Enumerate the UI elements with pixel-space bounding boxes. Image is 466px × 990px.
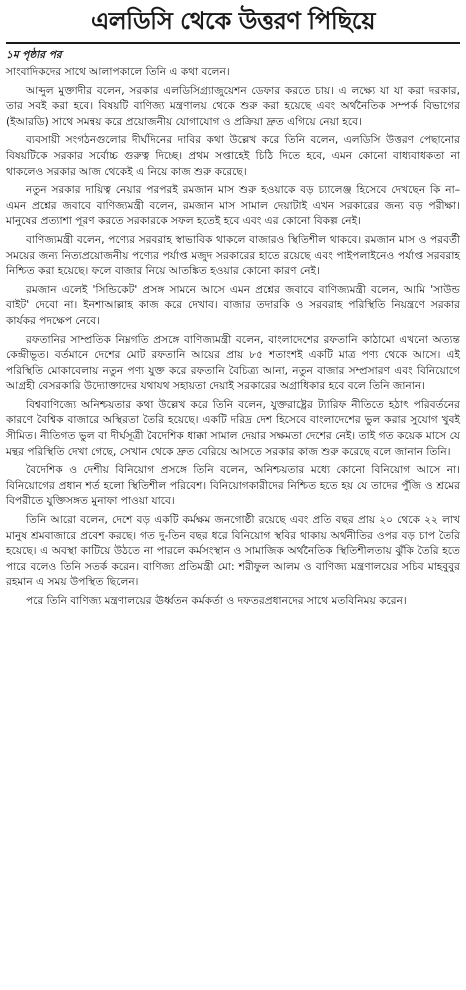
paragraph: রফতানির সাম্প্রতিক নিম্নগতি প্রসঙ্গে বাণিজ্যমন্ত্রী বলেন, বাংলাদেশের রফতানি কাঠামো এখনো অত্যন্ত কেন্দ্রীভূত। বর্তমানে দেশের মোট রফতানি আয়ের প্রায় ৮৫ শতাংশই একটি মাত্র পণ্য থেকে আসে। এই পরিস্থিতি মোকাবেলায় নতুন পণ্য যুক্ত করে রফতানি বৈচিত্র্য আনা, নতুন বাজার সম্প্রসারণ এবং বিনিয়োগে আগ্রহী বেসরকারি উদ্যোক্তাদের যথাযথ সহায়তা দেয়াই সরকারের অগ্রাধিকার হবে বলে তিনি জানান। [6, 333, 460, 393]
paragraph: ব্যবসায়ী সংগঠনগুলোর দীর্ঘদিনের দাবির কথা উল্লেখ করে তিনি বলেন, এলডিসি উত্তরণ পেছানোর বিষয়টিকে সরকার সর্বোচ্চ গুরুত্ব দিচ্ছে। প্রথম সপ্তাহেই চিঠি দিতে হবে, এমন কোনো বাধ্যবাধকতা না থাকলেও সরকার আজ থেকেই এ নিয়ে কাজ শুরু করেছে। [6, 134, 460, 178]
paragraph: পরে তিনি বাণিজ্য মন্ত্রণালয়ের ঊর্ধ্বতন কর্মকর্তা ও দফতরপ্রধানদের সাথে মতবিনিময় করেন। [26, 595, 407, 607]
paragraph: বিশ্ববাণিজ্যে অনিশ্চয়তার কথা উল্লেখ করে তিনি বলেন, যুক্তরাষ্ট্রের ট্যারিফ নীতিতে হঠাৎ পরিবর্তনের কারণে বৈশ্বিক বাজারে অস্থিরতা তৈরি হয়েছে। একটি দরিদ্র দেশ হিসেবে বাংলাদেশের ভুল করার সুযোগ খুবই সীমিত। নীতিগত ভুল বা দীর্ঘসূত্রী বৈদেশিক ধাক্কা সামাল দেয়ার সক্ষমতা দেশের নেই। তাই গত কয়েক মাসে যে মন্থর পরিস্থিতি দেখা গেছে, সেখান থেকে দ্রুত বেরিয়ে আসতে সরকার কাজ শুরু করেছে বলে জানান তিনি। [6, 398, 460, 458]
paragraph: বাণিজ্যমন্ত্রী বলেন, পণ্যের সরবরাহ স্বাভাবিক থাকলে বাজারও স্থিতিশীল থাকবে। রমজান মাস ও পরবর্তী সময়ের জন্য নিত্যপ্রয়োজনীয় পণ্যের পর্যাপ্ত মজুদ সরকারের হাতে রয়েছে এবং পাইপলাইনেও পর্যাপ্ত সরবরাহ নিশ্চিত করা হয়েছে। ফলে বাজার নিয়ে আতঙ্কিত হওয়ার কোনো কারণ নেই। [6, 233, 460, 278]
paragraph: সাংবাদিকদের সাথে আলাপকালে তিনি এ কথা বলেন। [6, 66, 230, 78]
article-body [6, 65, 460, 610]
paragraph: বৈদেশিক ও দেশীয় বিনিয়োগ প্রসঙ্গে তিনি বলেন, অনিশ্চয়তার মধ্যে কোনো বিনিয়োগ আসে না। বিনিয়োগের প্রধান শর্ত হলো স্থিতিশীল পরিবেশ। বিনিয়োগকারীদের নিশ্চিত হতে হয় যে তাদের পুঁজি ও শ্রমের বিপরীতে যুক্তিসঙ্গত মুনাফা পাওয়া যাবে। [6, 464, 460, 508]
paragraph: নতুন সরকার দায়িত্ব নেয়ার পরপরই রমজান মাস শুরু হওয়াকে বড় চ্যালেঞ্জ হিসেবে দেখছেন কি না– এমন প্রশ্নের জবাবে বাণিজ্যমন্ত্রী বলেন, রমজান মাস সামাল দেয়াটাই এখন সরকারের জন্য বড় পরীক্ষা। মানুষের প্রত্যাশা পূরণ করতে সরকারকে সফল হতেই হবে এবং এর কোনো বিকল্প নেই। [6, 184, 460, 228]
paragraph: রমজান এলেই 'সিন্ডিকেট' প্রসঙ্গ সামনে আসে এমন প্রশ্নের জবাবে বাণিজ্যমন্ত্রী বলেন, আমি 'সাউন্ড বাইট' দেবো না। ইনশাআল্লাহ কাজ করে দেখাব। বাজার তদারকি ও সরবরাহ পরিস্থিতি নিয়ন্ত্রণে সরকার কার্যকর পদক্ষেপ নেবে। [6, 283, 460, 327]
headline: এলডিসি থেকে উত্তরণ পিছিয়ে [90, 7, 376, 35]
headline-rule [6, 42, 460, 44]
continuation-note: ১ম পৃষ্ঠার পর [6, 49, 62, 61]
paragraph: আব্দুল মুক্তাদীর বলেন, সরকার এলডিসিগ্র্যাজুয়েশন ডেফার করতে চায়। এ লক্ষ্যে যা যা করা দরকার, তার সবই করা হবে। বিষয়টি বাণিজ্য মন্ত্রণালয় থেকে শুরু করা হয়েছে এবং অর্থনৈতিক সম্পর্ক বিভাগের (ইআরডি) সাথে সমন্বয় করে প্রয়োজনীয় যোগাযোগ ও প্রক্রিয়া দ্রুত এগিয়ে নেয়া হবে। [6, 84, 460, 128]
paragraph: তিনি আরো বলেন, দেশে বড় একটি কর্মক্ষম জনগোষ্ঠী রয়েছে এবং প্রতি বছর প্রায় ২০ থেকে ২২ লাখ মানুষ শ্রমবাজারে প্রবেশ করছে। গত দু-তিন বছর ধরে বিনিয়োগ স্থবির থাকায় অর্থনীতির ওপর বড় চাপ তৈরি হয়েছে। এ অবস্থা কাটিয়ে উঠতে না পারলে কর্মসংস্থান ও সামাজিক অর্থনৈতিক স্থিতিশীলতায় ঝুঁকি তৈরি হতে পারে বলেও তিনি সতর্ক করেন। বাণিজ্য প্রতিমন্ত্রী মো: শরীফুল আলম ও বাণিজ্য মন্ত্রণালয়ের সচিব মাহবুবুর রহমান এ সময় উপস্থিত ছিলেন। [6, 514, 460, 589]
